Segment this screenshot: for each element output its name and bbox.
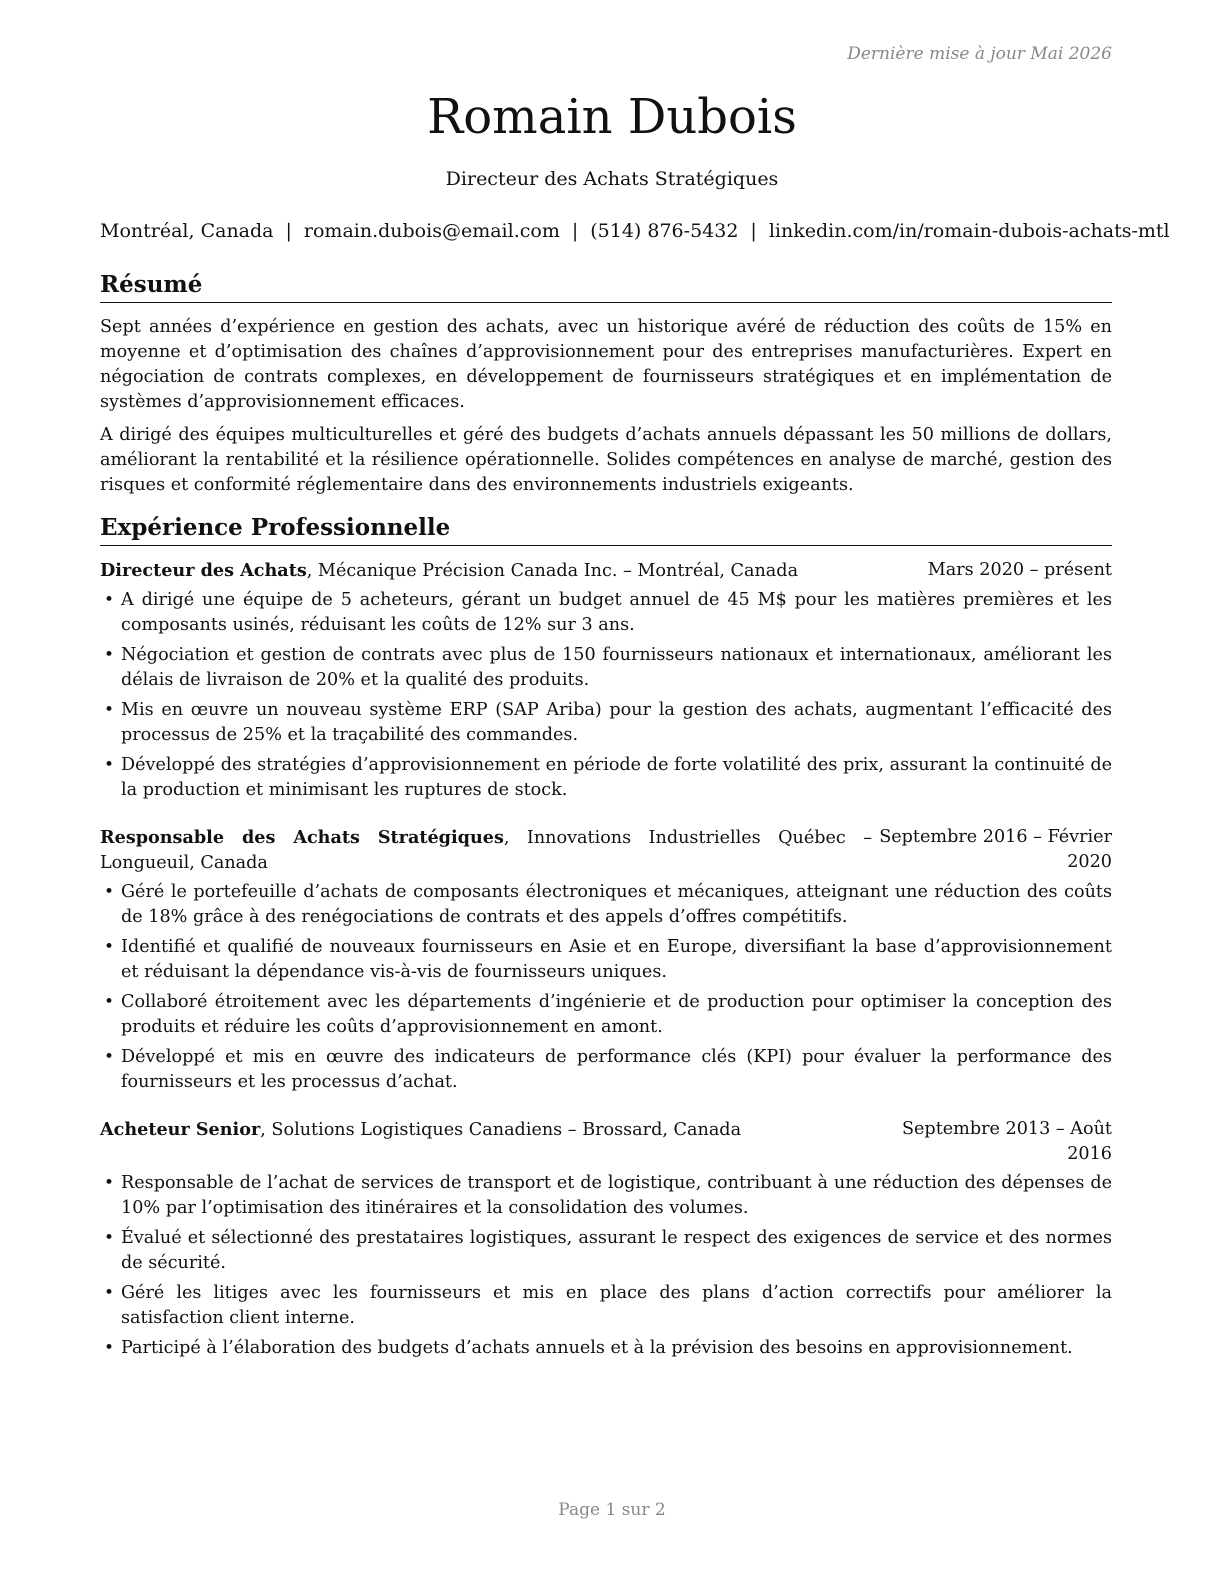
bullet-icon: • [104, 755, 115, 775]
job-role: Acheteur Senior [100, 1119, 261, 1140]
page-number: Page 1 sur 2 [558, 1500, 666, 1520]
bullet-text: Géré le portefeuille d’achats de composants électroniques et mécaniques, atteignant une réduction des coûts de 18% grâce à des renégociations de contrats et des appels d’offres compétitifs. [121, 882, 1112, 927]
bullet-item [100, 698, 1112, 748]
bullet-icon: • [104, 937, 115, 957]
bullet-icon: • [104, 1228, 115, 1248]
job-role-company [100, 558, 922, 584]
job-header [100, 825, 1112, 876]
job-role-company [100, 825, 872, 876]
bullet-text: Responsable de l’achat de services de transport et de logistique, contribuant à une réduction des dépenses de 10% par l’optimisation des itinéraires et la consolidation des volumes. [121, 1173, 1112, 1218]
bullet-text: A dirigé une équipe de 5 acheteurs, gérant un budget annuel de 45 M$ pour les matières premières et les composants usinés, réduisant les coûts de 12% sur 3 ans. [121, 590, 1112, 635]
bullet-item [100, 1171, 1112, 1221]
bullet-item [100, 935, 1112, 985]
job-role: Directeur des Achats [100, 560, 307, 581]
job-bullets [100, 588, 1112, 803]
contact-email[interactable]: romain.dubois@email.com [303, 220, 560, 242]
contact-linkedin[interactable]: linkedin.com/in/romain-dubois-achats-mtl [768, 220, 1170, 242]
job-role: Responsable des Achats Stratégiques [100, 827, 504, 848]
bullet-item [100, 1336, 1112, 1361]
job-company: , Innovations Industrielles Québec – Longueuil, Canada [100, 828, 872, 873]
contact-line [100, 219, 1170, 243]
bullet-text: Collaboré étroitement avec les départements d’ingénierie et de production pour optimiser la conception des produits et réduire les coûts d’approvisionnement en amont. [121, 992, 1112, 1037]
bullet-item [100, 588, 1112, 638]
contact-separator: | [750, 220, 757, 242]
resume-content [100, 269, 1112, 1373]
bullet-icon: • [104, 1047, 115, 1067]
bullet-text: Développé et mis en œuvre des indicateurs de performance clés (KPI) pour évaluer la performance des fournisseurs et les processus d’achat. [121, 1047, 1112, 1092]
bullet-item [100, 753, 1112, 803]
bullet-text: Développé des stratégies d’approvisionnement en période de forte volatilité des prix, assurant la continuité de la production et minimisant les ruptures de stock. [121, 755, 1112, 800]
bullet-icon: • [104, 992, 115, 1012]
contact-location: Montréal, Canada [100, 220, 274, 242]
job-dates: Mars 2020 – présent [927, 560, 1112, 580]
contact-phone: (514) 876-5432 [590, 220, 739, 242]
bullet-item [100, 1281, 1112, 1331]
bullet-icon: • [104, 1173, 115, 1193]
bullet-item [100, 990, 1112, 1040]
bullet-text: Mis en œuvre un nouveau système ERP (SAP Ariba) pour la gestion des achats, augmentant l’efficacité des processus de 25% et la traçabilité des commandes. [121, 700, 1112, 745]
bullet-item [100, 1045, 1112, 1095]
bullet-icon: • [104, 1283, 115, 1303]
bullet-icon: • [104, 882, 115, 902]
job-company: , Solutions Logistiques Canadiens – Brossard, Canada [260, 1120, 742, 1140]
job-bullets [100, 880, 1112, 1095]
contact-separator: | [285, 220, 292, 242]
job-header [100, 558, 1112, 584]
last-updated: Dernière mise à jour Mai 2026 [847, 44, 1112, 64]
experience-heading: Expérience Professionnelle [100, 512, 1112, 546]
bullet-item [100, 643, 1112, 693]
job-dates: Septembre 2016 – Février 2020 [879, 827, 1112, 872]
job-dates: Septembre 2013 – Août 2016 [901, 1119, 1112, 1164]
bullet-icon: • [104, 1338, 115, 1358]
bullet-text: Négociation et gestion de contrats avec plus de 150 fournisseurs nationaux et internationaux, améliorant les délais de livraison de 20% et la qualité des produits. [121, 645, 1112, 690]
job-bullets [100, 1171, 1112, 1361]
bullet-text: Identifié et qualifié de nouveaux fournisseurs en Asie et en Europe, diversifiant la base d’approvisionnement et réduisant la dépendance vis-à-vis de fournisseurs uniques. [121, 937, 1112, 982]
bullet-text: Évalué et sélectionné des prestataires logistiques, assurant le respect des exigences de service et des normes de sécurité. [121, 1228, 1112, 1273]
contact-separator: | [571, 220, 579, 242]
bullet-item [100, 880, 1112, 930]
candidate-name: Romain Dubois [427, 89, 797, 145]
summary-paragraph: A dirigé des équipes multiculturelles et géré des budgets d’achats annuels dépassant les 50 millions de dollars, améliorant la rentabilité et la résilience opérationnelle. Solides compétences en analyse de marché, gestion des risques et conformité réglementaire dans des environnements industriels exigeants. [100, 425, 1112, 495]
job-company: , Mécanique Précision Canada Inc. – Montréal, Canada [306, 561, 799, 581]
bullet-icon: • [104, 645, 115, 665]
candidate-title: Directeur des Achats Stratégiques [445, 168, 779, 190]
bullet-icon: • [104, 700, 115, 720]
job-header [100, 1117, 1112, 1167]
summary-paragraph: Sept années d’expérience en gestion des achats, avec un historique avéré de réduction des coûts de 15% en moyenne et d’optimisation des chaînes d’approvisionnement pour des entreprises manufacturières. Expert en négociation de contrats complexes, en développement de fournisseurs stratégiques et en implémentation de systèmes d’approvisionnement efficaces. [100, 317, 1112, 412]
bullet-text: Géré les litiges avec les fournisseurs et mis en place des plans d’action correctifs pour améliorer la satisfaction client interne. [121, 1283, 1112, 1328]
job-role-company [100, 1117, 872, 1167]
job-entry [100, 1117, 1112, 1361]
bullet-icon: • [104, 590, 115, 610]
bullet-text: Participé à l’élaboration des budgets d’achats annuels et à la prévision des besoins en approvisionnement. [121, 1338, 1073, 1358]
job-entry [100, 558, 1112, 803]
summary-heading: Résumé [100, 269, 1112, 303]
job-entry [100, 825, 1112, 1095]
bullet-item [100, 1226, 1112, 1276]
